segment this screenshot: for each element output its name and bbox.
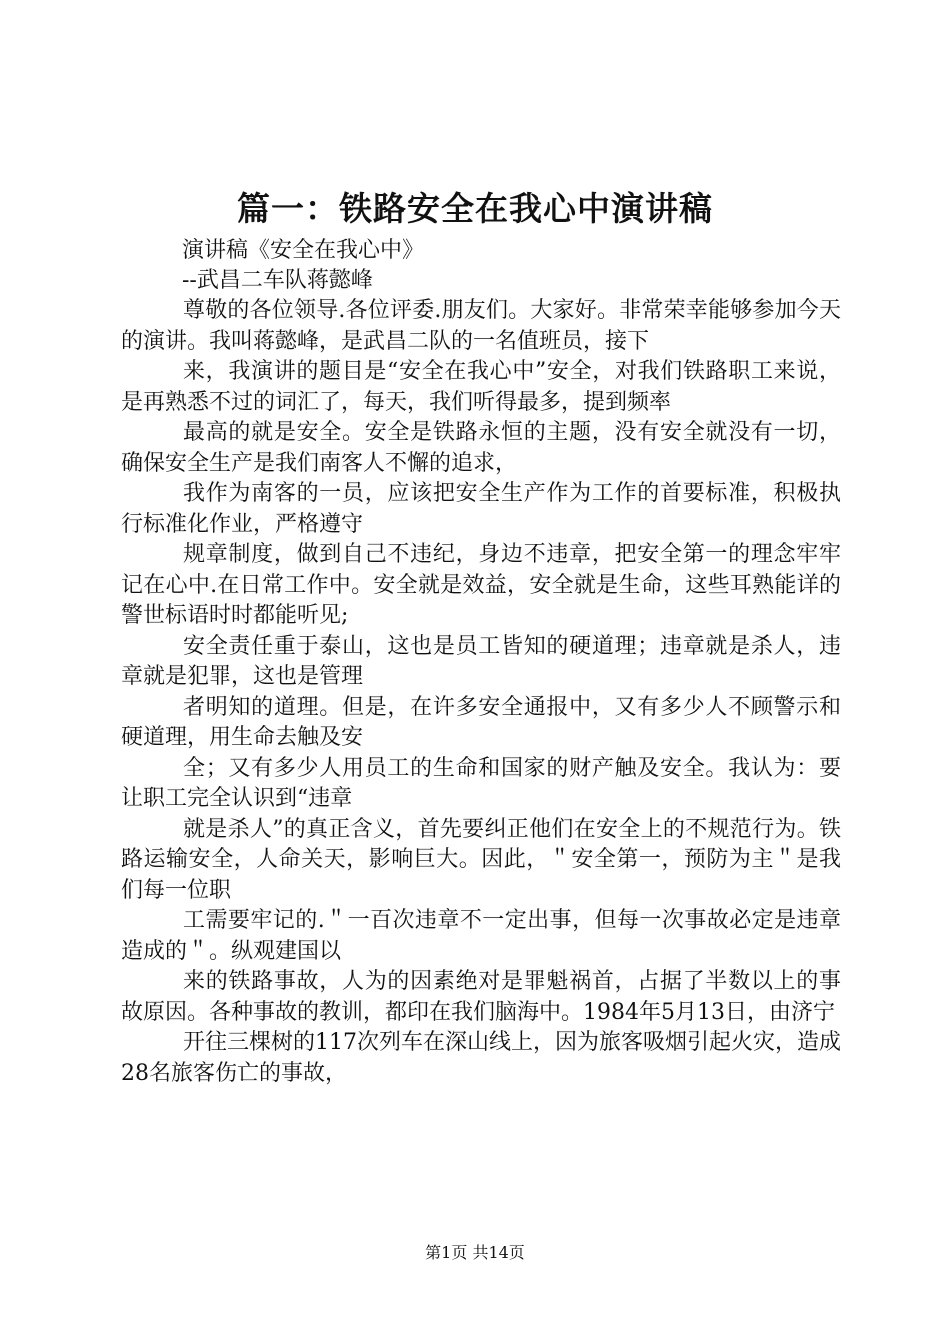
paragraph: 我作为南客的一员，应该把安全生产作为工作的首要标准，积极执行标准化作业，严格遵守 xyxy=(121,481,841,537)
paragraph: 安全责任重于泰山，这也是员工皆知的硬道理；违章就是杀人，违章就是犯罪，这也是管理 xyxy=(121,633,841,689)
speech-subtitle: 演讲稿《安全在我心中》 xyxy=(182,238,425,263)
document-body xyxy=(121,296,841,1089)
paragraph: 最高的就是安全。安全是铁路永恒的主题，没有安全就没有一切，确保安全生产是我们南客人不懈的追求， xyxy=(121,420,841,476)
paragraph: 者明知的道理。但是，在许多安全通报中，又有多少人不顾警示和硬道理，用生命去触及安 xyxy=(121,694,841,750)
paragraph: 就是杀人”的真正含义，首先要纠正他们在安全上的不规范行为。铁路运输安全，人命关天，影响巨大。因此，＂安全第一，预防为主＂是我们每一位职 xyxy=(121,816,841,903)
paragraph: 来，我演讲的题目是“安全在我心中”安全，对我们铁路职工来说，是再熟悉不过的词汇了，每天，我们听得最多，提到频率 xyxy=(121,359,841,415)
author-line: --武昌二车队蒋懿峰 xyxy=(182,268,373,293)
paragraph: 全；又有多少人用员工的生命和国家的财产触及安全。我认为：要让职工完全认识到“违章 xyxy=(121,755,841,811)
paragraph: 工需要牢记的.＂一百次违章不一定出事，但每一次事故必定是违章造成的＂。纵观建国以 xyxy=(121,908,841,964)
paragraph: 尊敬的各位领导.各位评委.朋友们。大家好。非常荣幸能够参加今天的演讲。我叫蒋懿峰，是武昌二队的一名值班员，接下 xyxy=(121,298,841,354)
paragraph: 规章制度，做到自己不违纪，身边不违章，把安全第一的理念牢牢记在心中.在日常工作中。安全就是效益，安全就是生命，这些耳熟能详的警世标语时时都能听见; xyxy=(121,542,841,628)
paragraph: 来的铁路事故，人为的因素绝对是罪魁祸首，占据了半数以上的事故原因。各种事故的教训，都印在我们脑海中。1984年5月13日，由济宁 xyxy=(121,969,841,1025)
paragraph: 开往三棵树的117次列车在深山线上，因为旅客吸烟引起火灾，造成28名旅客伤亡的事故， xyxy=(121,1030,841,1086)
document-title: 篇一：铁路安全在我心中演讲稿 xyxy=(237,189,713,228)
page-footer: 第1页 共14页 xyxy=(425,1243,525,1262)
